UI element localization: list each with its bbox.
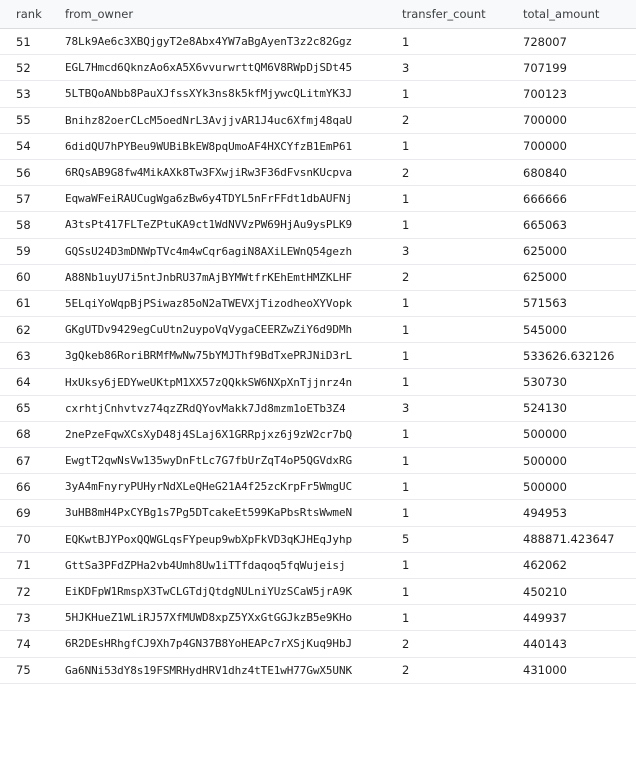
cell-rank[interactable]: 71 xyxy=(0,552,49,578)
table-row[interactable] xyxy=(0,264,636,290)
cell-from-owner[interactable]: GQSsU24D3mDNWpTVc4m4wCqr6agiN8AXiLEWnQ54gezh xyxy=(49,238,386,264)
cell-transfer-count[interactable]: 1 xyxy=(386,343,507,369)
cell-from-owner[interactable]: EwgtT2qwNsVw135wyDnFtLc7G7fbUrZqT4oP5QGVdxRG xyxy=(49,448,386,474)
column-header-transfer-count[interactable]: transfer_count xyxy=(386,0,507,29)
cell-total-amount[interactable]: 494953 xyxy=(507,500,636,526)
cell-rank[interactable]: 62 xyxy=(0,317,49,343)
cell-transfer-count[interactable]: 1 xyxy=(386,578,507,604)
cell-total-amount[interactable]: 728007 xyxy=(507,29,636,55)
cell-total-amount[interactable]: 500000 xyxy=(507,474,636,500)
cell-from-owner[interactable]: 5LTBQoANbb8PauXJfssXYk3ns8k5kfMjywcQLitmYK3J xyxy=(49,81,386,107)
header-row xyxy=(0,0,636,29)
cell-rank[interactable]: 67 xyxy=(0,448,49,474)
cell-rank[interactable]: 52 xyxy=(0,55,49,81)
cell-total-amount[interactable]: 571563 xyxy=(507,290,636,316)
cell-transfer-count[interactable]: 3 xyxy=(386,55,507,81)
cell-rank[interactable]: 69 xyxy=(0,500,49,526)
cell-from-owner[interactable]: EGL7Hmcd6QknzAo6xA5X6vvurwrttQM6V8RWpDjSDt45 xyxy=(49,55,386,81)
cell-total-amount[interactable]: 450210 xyxy=(507,578,636,604)
cell-from-owner[interactable]: 2nePzeFqwXCsXyD48j4SLaj6X1GRRpjxz6j9zW2cr7bQ xyxy=(49,421,386,447)
cell-rank[interactable]: 60 xyxy=(0,264,49,290)
cell-total-amount[interactable]: 700000 xyxy=(507,133,636,159)
table-row[interactable] xyxy=(0,159,636,185)
cell-rank[interactable]: 68 xyxy=(0,421,49,447)
cell-total-amount[interactable]: 449937 xyxy=(507,605,636,631)
cell-rank[interactable]: 51 xyxy=(0,29,49,55)
table-row[interactable] xyxy=(0,474,636,500)
cell-rank[interactable]: 75 xyxy=(0,657,49,683)
cell-from-owner[interactable]: HxUksy6jEDYweUKtpM1XX57zQQkkSW6NXpXnTjjnrz4n xyxy=(49,369,386,395)
cell-from-owner[interactable]: 6R2DEsHRhgfCJ9Xh7p4GN37B8YoHEAPc7rXSjKuq9HbJ xyxy=(49,631,386,657)
cell-total-amount[interactable]: 524130 xyxy=(507,395,636,421)
table-row[interactable] xyxy=(0,578,636,604)
cell-total-amount[interactable]: 500000 xyxy=(507,421,636,447)
cell-from-owner[interactable]: 3gQkeb86RoriBRMfMwNw75bYMJThf9BdTxePRJNiD3rL xyxy=(49,343,386,369)
table-body xyxy=(0,29,636,684)
cell-from-owner[interactable]: 78Lk9Ae6c3XBQjgyT2e8Abx4YW7aBgAyenT3z2c82Ggz xyxy=(49,29,386,55)
table-row[interactable] xyxy=(0,55,636,81)
column-header-rank[interactable]: rank xyxy=(0,0,49,29)
cell-from-owner[interactable]: EQKwtBJYPoxQQWGLqsFYpeup9wbXpFkVD3qKJHEqJyhp xyxy=(49,526,386,552)
cell-total-amount[interactable]: 666666 xyxy=(507,186,636,212)
cell-from-owner[interactable]: A88Nb1uyU7i5ntJnbRU37mAjBYMWtfrKEhEmtHMZKLHF xyxy=(49,264,386,290)
cell-total-amount[interactable]: 533626.632126 xyxy=(507,343,636,369)
cell-from-owner[interactable]: 5ELqiYoWqpBjPSiwaz85oN2aTWEVXjTizodheoXYVopk xyxy=(49,290,386,316)
table-row[interactable] xyxy=(0,238,636,264)
cell-total-amount[interactable]: 665063 xyxy=(507,212,636,238)
cell-from-owner[interactable]: Bnihz82oerCLcM5oedNrL3AvjjvAR1J4uc6Xfmj48qaU xyxy=(49,107,386,133)
cell-transfer-count[interactable]: 1 xyxy=(386,81,507,107)
table-row[interactable] xyxy=(0,290,636,316)
table-row[interactable] xyxy=(0,186,636,212)
cell-from-owner[interactable]: cxrhtjCnhvtvz74qzZRdQYovMakk7Jd8mzm1oETb3Z4 xyxy=(49,395,386,421)
cell-total-amount[interactable]: 707199 xyxy=(507,55,636,81)
table-row[interactable] xyxy=(0,133,636,159)
cell-transfer-count[interactable]: 1 xyxy=(386,29,507,55)
cell-from-owner[interactable]: EqwaWFeiRAUCugWga6zBw6y4TDYL5nFrFFdt1dbAUFNj xyxy=(49,186,386,212)
cell-from-owner[interactable]: 6didQU7hPYBeu9WUBiBkEW8pqUmoAF4HXCYfzB1EmP61 xyxy=(49,133,386,159)
cell-transfer-count[interactable]: 1 xyxy=(386,212,507,238)
cell-transfer-count[interactable]: 3 xyxy=(386,238,507,264)
cell-rank[interactable]: 57 xyxy=(0,186,49,212)
cell-total-amount[interactable]: 440143 xyxy=(507,631,636,657)
cell-total-amount[interactable]: 625000 xyxy=(507,238,636,264)
cell-from-owner[interactable]: GKgUTDv9429egCuUtn2uypoVqVygaCEERZwZiY6d9DMh xyxy=(49,317,386,343)
cell-transfer-count[interactable]: 5 xyxy=(386,526,507,552)
cell-transfer-count[interactable]: 1 xyxy=(386,605,507,631)
table-row[interactable] xyxy=(0,631,636,657)
cell-total-amount[interactable]: 680840 xyxy=(507,159,636,185)
cell-total-amount[interactable]: 530730 xyxy=(507,369,636,395)
cell-total-amount[interactable]: 545000 xyxy=(507,317,636,343)
cell-transfer-count[interactable]: 2 xyxy=(386,631,507,657)
cell-rank[interactable]: 58 xyxy=(0,212,49,238)
cell-rank[interactable]: 64 xyxy=(0,369,49,395)
cell-transfer-count[interactable]: 1 xyxy=(386,290,507,316)
cell-from-owner[interactable]: GttSa3PFdZPHa2vb4Umh8Uw1iTTfdaqoq5fqWujeisj xyxy=(49,552,386,578)
cell-total-amount[interactable]: 700123 xyxy=(507,81,636,107)
cell-rank[interactable]: 53 xyxy=(0,81,49,107)
table-row[interactable] xyxy=(0,212,636,238)
cell-rank[interactable]: 70 xyxy=(0,526,49,552)
cell-transfer-count[interactable]: 2 xyxy=(386,159,507,185)
cell-from-owner[interactable]: 6RQsAB9G8fw4MikAXk8Tw3FXwjiRw3F36dFvsnKUcpva xyxy=(49,159,386,185)
table-row[interactable] xyxy=(0,369,636,395)
cell-rank[interactable]: 63 xyxy=(0,343,49,369)
cell-rank[interactable]: 66 xyxy=(0,474,49,500)
cell-rank[interactable]: 59 xyxy=(0,238,49,264)
cell-total-amount[interactable]: 462062 xyxy=(507,552,636,578)
table-row[interactable] xyxy=(0,343,636,369)
table-row[interactable] xyxy=(0,500,636,526)
cell-from-owner[interactable]: Ga6NNi53dY8s19FSMRHydHRV1dhz4tTE1wH77GwX5UNK xyxy=(49,657,386,683)
cell-transfer-count[interactable]: 1 xyxy=(386,552,507,578)
column-header-from-owner[interactable]: from_owner xyxy=(49,0,386,29)
cell-rank[interactable]: 73 xyxy=(0,605,49,631)
cell-rank[interactable]: 74 xyxy=(0,631,49,657)
cell-from-owner[interactable]: A3tsPt417FLTeZPtuKA9ct1WdNVVzPW69HjAu9ysPLK9 xyxy=(49,212,386,238)
column-header-total-amount[interactable]: total_amount xyxy=(507,0,636,29)
cell-from-owner[interactable]: 3yA4mFnyryPUHyrNdXLeQHeG21A4f25zcKrpFr5WmgUC xyxy=(49,474,386,500)
cell-total-amount[interactable]: 500000 xyxy=(507,448,636,474)
cell-transfer-count[interactable]: 2 xyxy=(386,657,507,683)
cell-rank[interactable]: 56 xyxy=(0,159,49,185)
cell-transfer-count[interactable]: 1 xyxy=(386,448,507,474)
cell-from-owner[interactable]: EiKDFpW1RmspX3TwCLGTdjQtdgNULniYUzSCaW5jrA9K xyxy=(49,578,386,604)
cell-transfer-count[interactable]: 1 xyxy=(386,133,507,159)
cell-transfer-count[interactable]: 3 xyxy=(386,395,507,421)
table-row[interactable] xyxy=(0,29,636,55)
table-header xyxy=(0,0,636,29)
cell-transfer-count[interactable]: 2 xyxy=(386,107,507,133)
table-row[interactable] xyxy=(0,421,636,447)
cell-from-owner[interactable]: 3uHB8mH4PxCYBg1s7Pg5DTcakeEt599KaPbsRtsWwmeN xyxy=(49,500,386,526)
table-row[interactable] xyxy=(0,526,636,552)
cell-total-amount[interactable]: 625000 xyxy=(507,264,636,290)
table-row[interactable] xyxy=(0,448,636,474)
table-row[interactable] xyxy=(0,317,636,343)
cell-transfer-count[interactable]: 2 xyxy=(386,264,507,290)
cell-rank[interactable]: 65 xyxy=(0,395,49,421)
cell-rank[interactable]: 55 xyxy=(0,107,49,133)
cell-rank[interactable]: 72 xyxy=(0,578,49,604)
cell-transfer-count[interactable]: 1 xyxy=(386,474,507,500)
cell-total-amount[interactable]: 488871.423647 xyxy=(507,526,636,552)
cell-transfer-count[interactable]: 1 xyxy=(386,186,507,212)
table-row[interactable] xyxy=(0,605,636,631)
cell-transfer-count[interactable]: 1 xyxy=(386,500,507,526)
table-row[interactable] xyxy=(0,657,636,683)
cell-rank[interactable]: 61 xyxy=(0,290,49,316)
table-row[interactable] xyxy=(0,81,636,107)
cell-transfer-count[interactable]: 1 xyxy=(386,421,507,447)
cell-total-amount[interactable]: 431000 xyxy=(507,657,636,683)
cell-transfer-count[interactable]: 1 xyxy=(386,317,507,343)
table-row[interactable] xyxy=(0,552,636,578)
cell-transfer-count[interactable]: 1 xyxy=(386,369,507,395)
cell-total-amount[interactable]: 700000 xyxy=(507,107,636,133)
table-row[interactable] xyxy=(0,107,636,133)
cell-rank[interactable]: 54 xyxy=(0,133,49,159)
table-row[interactable] xyxy=(0,395,636,421)
cell-from-owner[interactable]: 5HJKHueZ1WLiRJ57XfMUWD8xpZ5YXxGtGGJkzB5e9KHo xyxy=(49,605,386,631)
